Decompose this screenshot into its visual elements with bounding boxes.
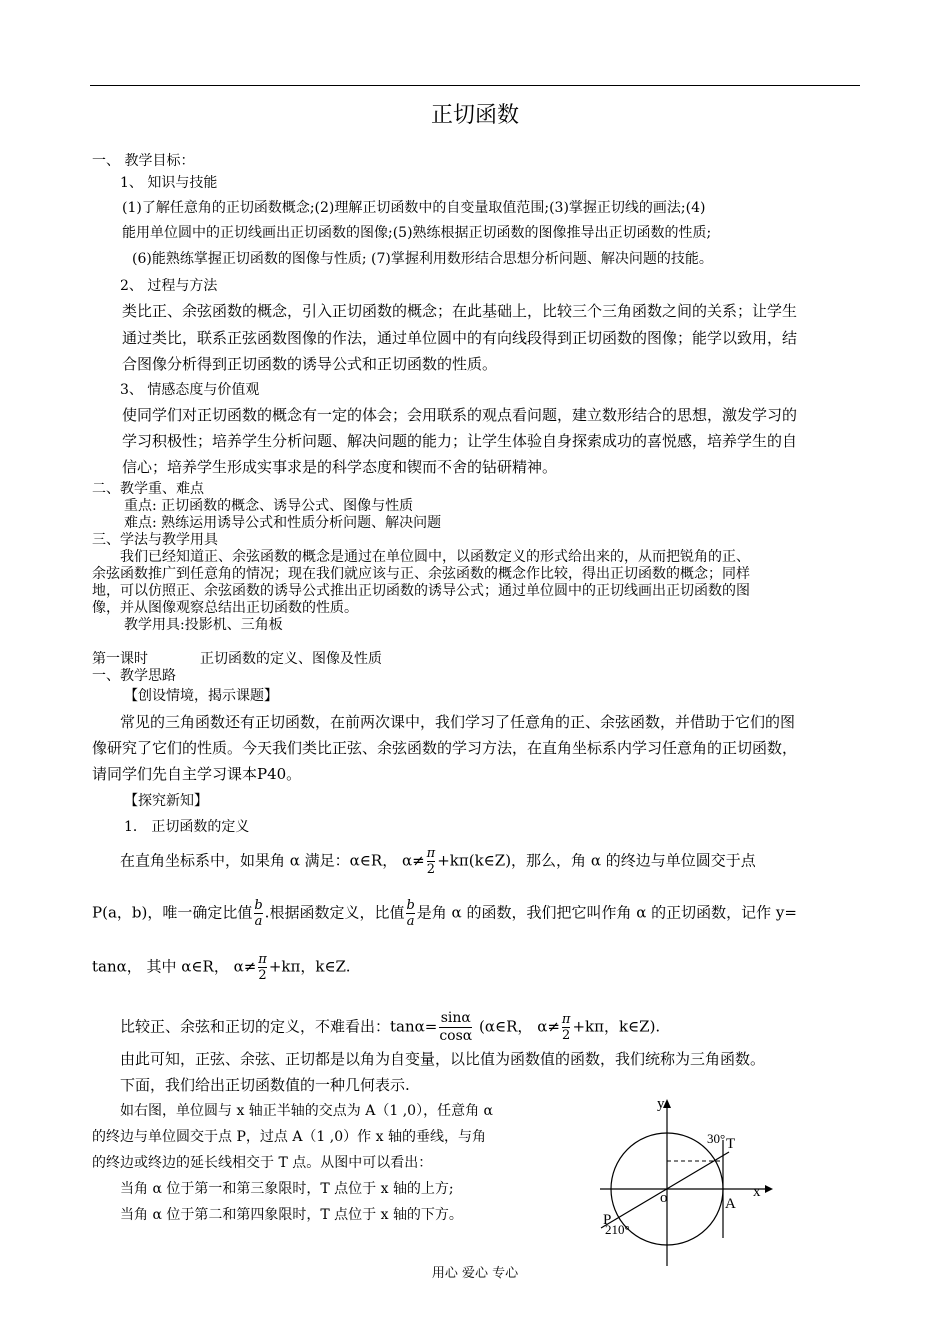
s1-1-line: (1)了解任意角的正切函数概念;(2)理解正切函数中的自变量取值范围;(3)掌握正切线的画法;(4) [122,200,706,216]
create-line: 请同学们先自主学习课本P40。 [92,765,302,783]
frac-num: b [254,898,263,913]
definition-line-1 [120,846,756,877]
section-3-heading: 三、学法与教学用具 [92,532,218,548]
x-axis-arrow [765,1185,773,1193]
geometry-line: 的终边与单位圆交于点 P，过点 A（1 ,0）作 x 轴的垂线，与角 [92,1129,486,1145]
geometry-line: 当角 α 位于第二和第四象限时，T 点位于 x 轴的下方。 [120,1207,463,1223]
frac-num: sinα [440,1010,471,1026]
s1-3-line: 信心；培养学生形成实事求是的科学态度和锲而不舍的钻研精神。 [122,458,558,476]
s3-line: 像，并从图像观察总结出正切函数的性质。 [92,600,358,616]
fraction-pi-over-2 [258,952,267,983]
def-text: +kπ(k∈Z)，那么，角 α 的终边与单位圆交于点 [437,851,756,870]
fraction-sin-over-cos [439,1010,472,1045]
frac-den: a [406,914,415,929]
geometry-line: 的终边或终边的延长线相交于 T 点。从图中可以看出： [92,1155,433,1171]
s1-1-line: 能用单位圆中的正切线画出正切函数的图像;(5)熟练根据正切函数的图像推导出正切函数的性质; [122,225,712,241]
frac-den: 2 [426,862,436,877]
angle-210-label: 210° [605,1222,630,1237]
cmp-text: (α∈R， α≠ [479,1017,560,1036]
s1-2-line: 合图像分析得到正切函数的诱导公式和正切函数的性质。 [122,355,498,373]
key-point: 重点: 正切函数的概念、诱导公式、图像与性质 [124,498,414,514]
def-text: 是角 α 的函数，我们把它叫作角 α 的正切函数，记作 y= [416,903,797,922]
fraction-pi-over-2 [562,1012,571,1043]
frac-num: b [406,898,415,913]
angle-30-label: 30° [707,1131,726,1146]
top-rule [90,85,860,86]
s3-line: 我们已经知道正、余弦函数的概念是通过在单位圆中，以函数定义的形式给出来的，从而把锐角的正、 [120,549,750,565]
def-text: 在直角坐标系中，如果角 α 满足：α∈R， α≠ [120,851,425,870]
y-label: y [657,1096,665,1112]
create-line: 常见的三角函数还有正切函数，在前两次课中，我们学习了任意角的正、余弦函数，并借助于它们的图 [120,713,796,731]
x-label: x [753,1184,761,1200]
conclusion: 由此可知，正弦、余弦、正切都是以角为自变量，以比值为函数值的函数，我们统称为三角函数。 [120,1050,766,1068]
explore-heading: 【探究新知】 [124,793,208,809]
s1-2-line: 类比正、余弦函数的概念，引入正切函数的概念；在此基础上，比较三个三角函数之间的关系；让学生 [122,302,798,320]
def-text: .根据函数定义，比值 [264,903,405,922]
section-4-heading: 一、教学思路 [92,668,176,684]
def-text: P(a，b)，唯一确定比值 [92,903,253,922]
frac-den: 2 [258,968,267,983]
lesson-title: 正切函数的定义、图像及性质 [200,651,382,667]
hard-point: 难点: 熟练运用诱导公式和性质分析问题、解决问题 [124,515,442,531]
frac-den: 2 [562,1028,571,1043]
unit-circle-diagram [595,1088,785,1266]
s1-3-line: 使同学们对正切函数的概念有一定的体会；会用联系的观点看问题，建立数形结合的思想，激发学习的 [122,406,798,424]
cmp-text: 比较正、余弦和正切的定义，不难看出：tanα= [120,1017,438,1036]
section-1-heading: 一、 教学目标： [92,153,195,169]
s3-line: 余弦函数推广到任意角的情况；现在我们就应该与正、余弦函数的概念作比较，得出正切函数的概念；同样 [92,566,750,582]
geometry-line: 如右图，单位圆与 x 轴正半轴的交点为 A（1 ,0），任意角 α [120,1103,493,1119]
s1-2-line: 通过类比，联系正弦函数图像的作法，通过单位圆中的有向线段得到正切函数的图像；能学以致用，结 [122,329,798,347]
section-1-3-heading: 3、 情感态度与价值观 [120,382,260,398]
frac-num: π [426,846,436,861]
frac-den: a [254,914,263,929]
fraction-pi-over-2 [427,846,436,877]
create-line: 像研究了它们的性质。今天我们类比正弦、余弦函数的学习方法，在直角坐标系内学习任意角的正切函数， [92,739,798,757]
def-text: +kπ，k∈Z. [268,957,351,976]
def-text: tanα， 其中 α∈R， α≠ [92,957,257,976]
origin-label: o [660,1190,668,1206]
fraction-b-over-a [406,898,414,929]
comparison-line [120,1010,660,1045]
definition-heading: 1． 正切函数的定义 [124,819,250,835]
footer: 用心 爱心 专心 [431,1266,519,1281]
section-1-1-heading: 1、 知识与技能 [120,175,218,191]
section-2-heading: 二、教学重、难点 [92,481,204,497]
geometry-intro: 下面，我们给出正切函数值的一种几何表示. [120,1076,410,1094]
geometry-line: 当角 α 位于第一和第三象限时，T 点位于 x 轴的上方; [120,1181,454,1197]
definition-line-3 [92,952,350,983]
s1-1-line: (6)能熟练掌握正切函数的图像与性质; (7)掌握利用数形结合思想分析问题、解决问题的技能。 [132,251,713,267]
section-1-2-heading: 2、 过程与方法 [120,278,218,294]
page-title: 正切函数 [430,103,519,128]
point-p-label: P [603,1212,612,1228]
frac-num: π [258,952,267,967]
definition-line-2 [92,898,797,929]
create-heading: 【创设情境，揭示课题】 [124,688,278,704]
lesson-label: 第一课时 [92,651,148,667]
frac-num: π [561,1012,571,1027]
fraction-b-over-a [254,898,262,929]
frac-den: cosα [439,1028,473,1044]
cmp-text: +kπ，k∈Z). [572,1017,661,1036]
s1-3-line: 学习积极性；培养学生分析问题、解决问题的能力；让学生体验自身探索成功的喜悦感，培养学生的自 [122,432,798,450]
s3-line: 地，可以仿照正、余弦函数的诱导公式推出正切函数的诱导公式；通过单位圆中的正切线画出正切函数的图 [92,583,750,599]
point-t-label: T [726,1136,736,1152]
point-a-label: A [725,1196,736,1212]
teaching-tools: 教学用具:投影机、三角板 [124,617,283,633]
